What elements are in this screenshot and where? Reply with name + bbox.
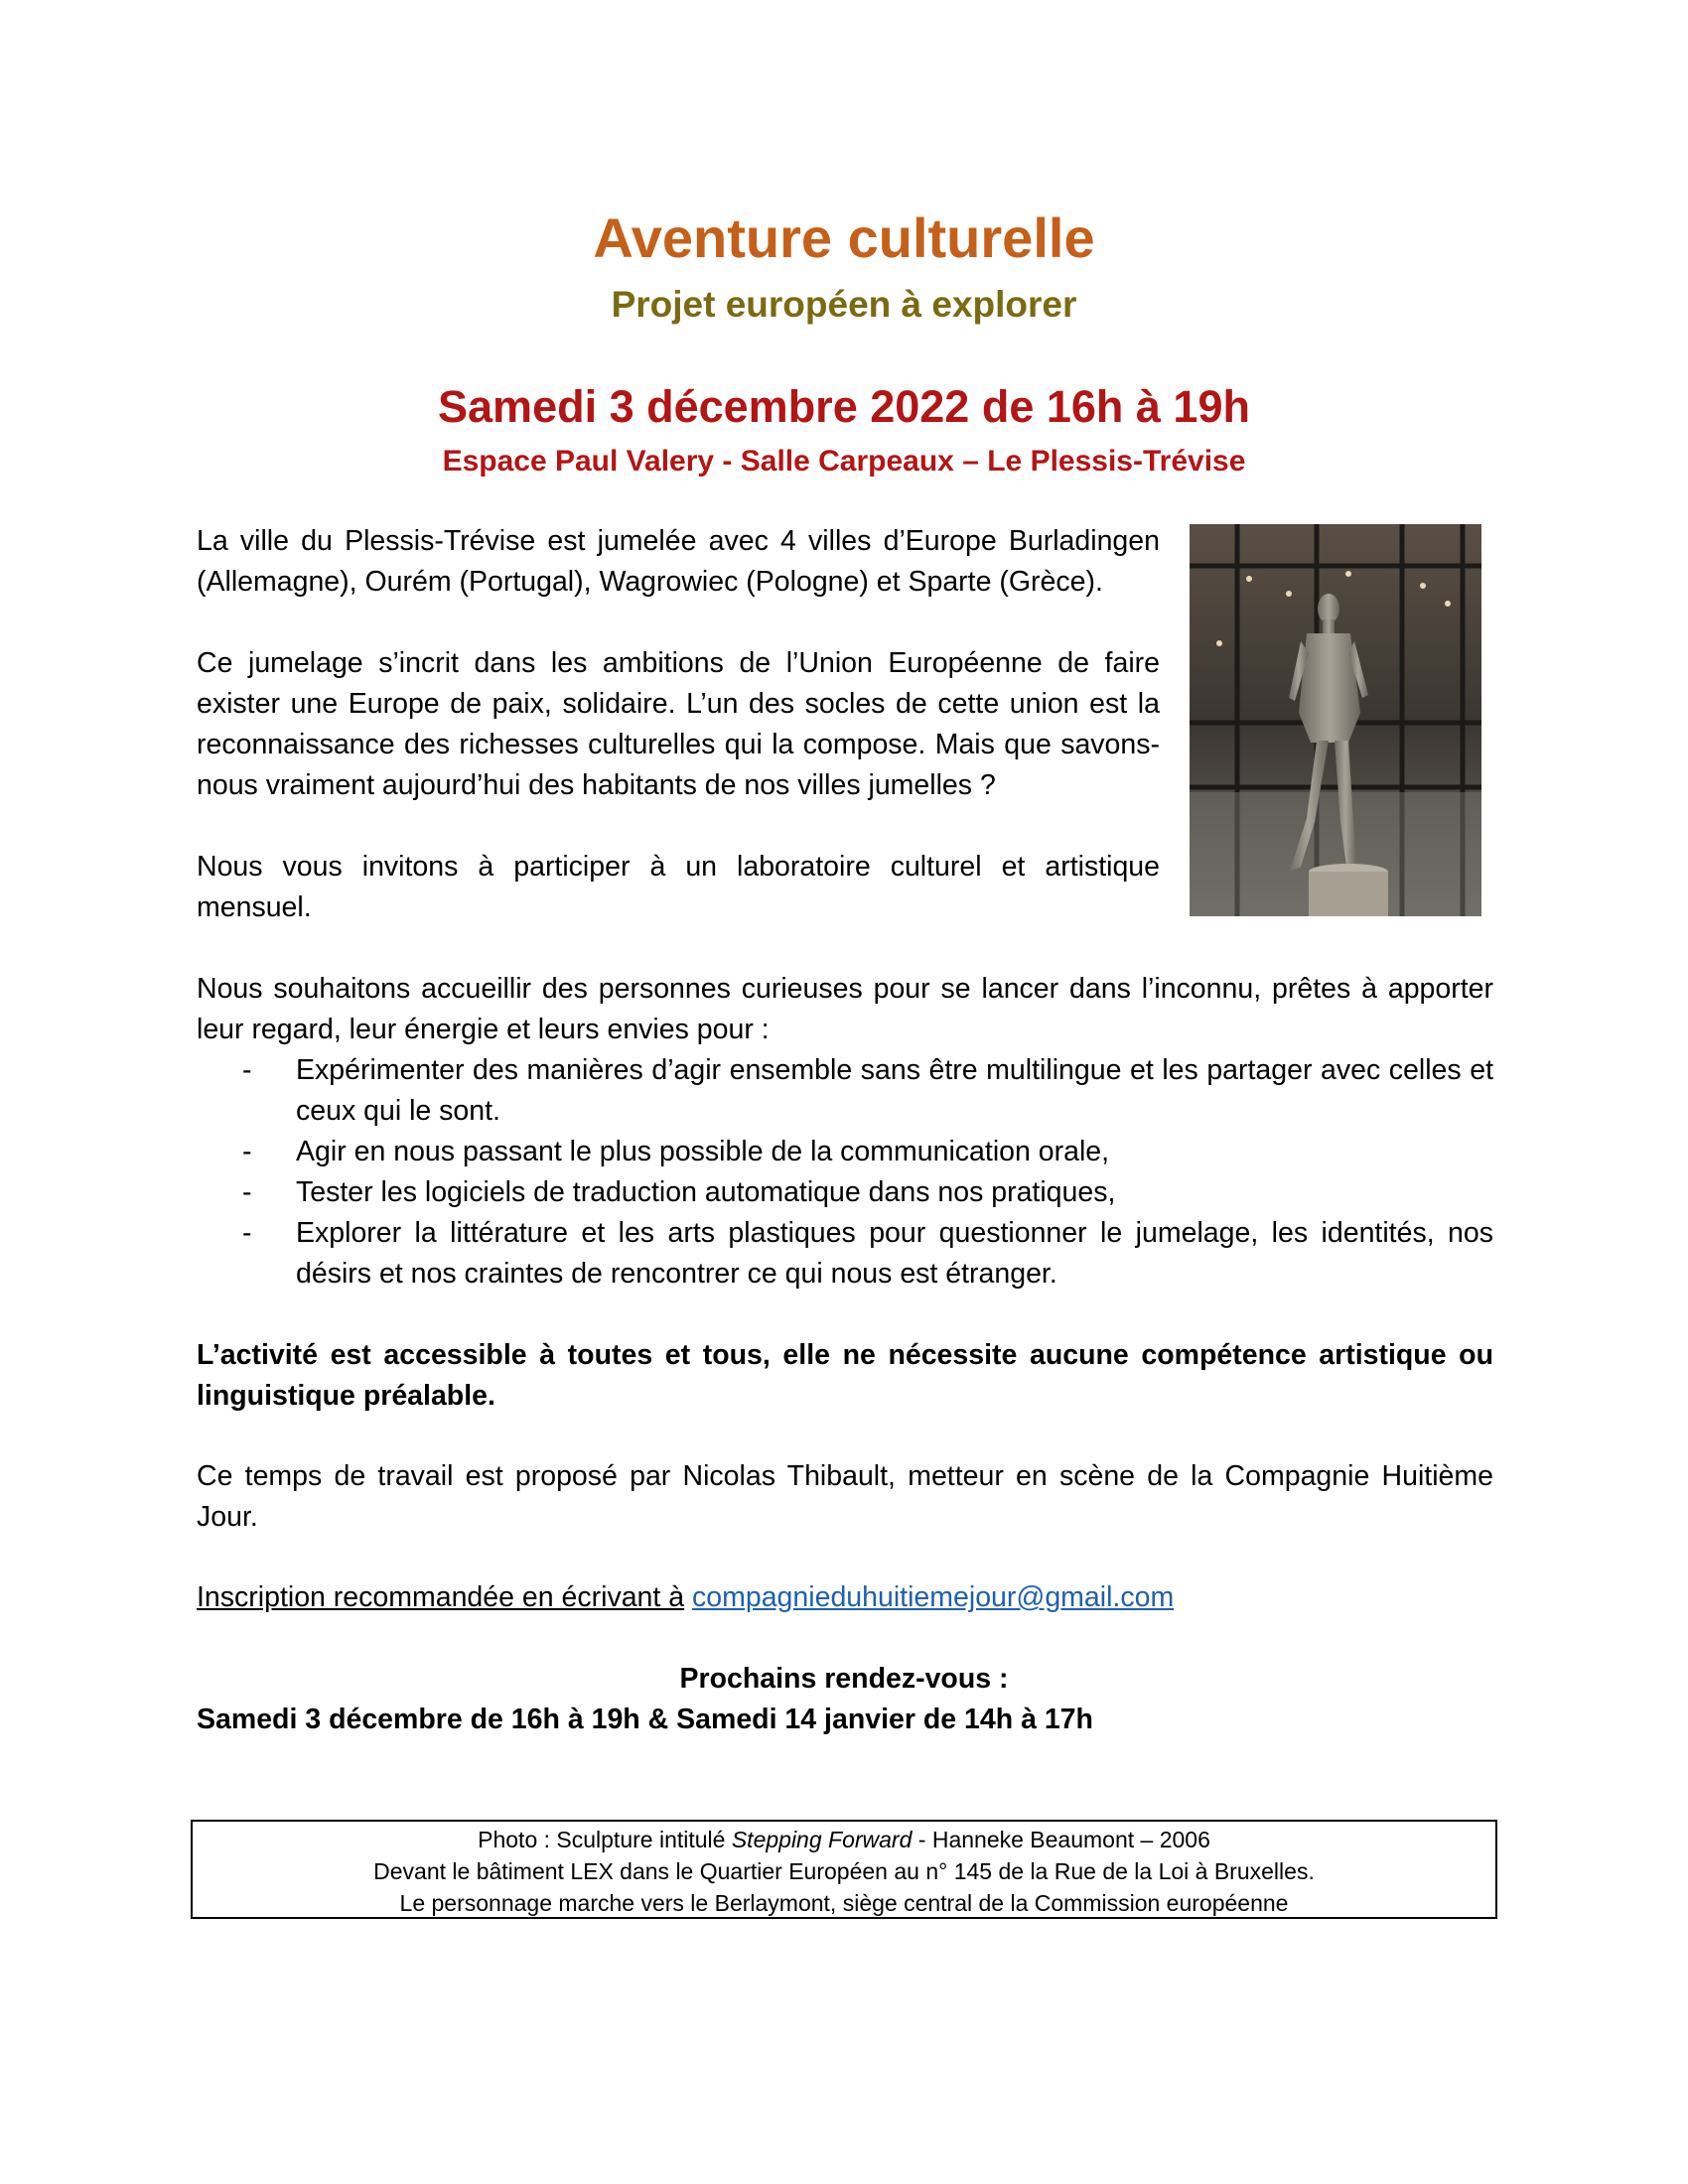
- paragraph-organizer: Ce temps de travail est proposé par Nicolas Thibault, metteur en scène de la Compagnie Huitième Jour.: [197, 1460, 1493, 1533]
- registration-line: [197, 1577, 1493, 1618]
- paragraph-goals-intro: Nous souhaitons accueillir des personnes curieuses pour se lancer dans l’inconnu, prêtes à apporter leur regard, leur énergie et leurs envies pour :: [197, 973, 1493, 1045]
- registration-email-link[interactable]: compagnieduhuitiemejour@gmail.com: [692, 1581, 1175, 1613]
- bullet-dash: -: [242, 1217, 252, 1249]
- bullet-dash: -: [242, 1054, 252, 1086]
- paragraph-twin-towns: La ville du Plessis-Trévise est jumelée avec 4 villes d’Europe Burladingen (Allemagne), Ourém (Portugal), Wagrowiec (Pologne) et Sparte (Grèce).: [197, 525, 1160, 598]
- paragraph-invitation: Nous vous invitons à participer à un laboratoire culturel et artistique mensuel.: [197, 851, 1160, 923]
- sculpture-title: Stepping Forward: [731, 1827, 913, 1852]
- paragraph-european-union: Ce jumelage s’incrit dans les ambitions de l’Union Européenne de faire exister une Europe de paix, solidaire. L’un des socles de cette union est la reconnaissance des richesses culturelles qui la compose. Mais que savons-nous vraiment aujourd’hui des habitants de nos villes jumelles ?: [197, 647, 1160, 801]
- next-meetings-heading: Prochains rendez-vous :: [679, 1663, 1009, 1695]
- list-item: - Tester les logiciels de traduction automatique dans nos pratiques,: [197, 1172, 1493, 1213]
- event-venue: Espace Paul Valery - Salle Carpeaux – Le Plessis-Trévise: [442, 445, 1246, 478]
- goals-list: [197, 1050, 1493, 1295]
- bullet-dash: -: [242, 1176, 252, 1208]
- paragraph-accessibility: L’activité est accessible à toutes et tous, elle ne nécessite aucune compétence artistique ou linguistique préalable.: [197, 1339, 1493, 1412]
- event-date: Samedi 3 décembre 2022 de 16h à 19h: [438, 381, 1250, 432]
- sculpture-photo: [1190, 524, 1481, 916]
- caption-line-2: Devant le bâtiment LEX dans le Quartier Européen au n° 145 de la Rue de la Loi à Bruxelles.: [373, 1858, 1315, 1884]
- next-meetings-dates: Samedi 3 décembre de 16h à 19h & Samedi 14 janvier de 14h à 17h: [197, 1704, 1093, 1735]
- page-title: Aventure culturelle: [593, 206, 1095, 269]
- page-subtitle: Projet européen à explorer: [611, 284, 1077, 325]
- photo-caption-box: [191, 1820, 1497, 1919]
- list-item: - Explorer la littérature et les arts plastiques pour questionner le jumelage, les identités, nos désirs et nos craintes de rencontrer ce qui nous est étranger.: [197, 1213, 1493, 1295]
- list-item: - Expérimenter des manières d’agir ensemble sans être multilingue et les partager avec celles et ceux qui le sont.: [197, 1050, 1493, 1132]
- list-item: - Agir en nous passant le plus possible de la communication orale,: [197, 1132, 1493, 1172]
- registration-text: Inscription recommandée en écrivant à: [197, 1581, 685, 1613]
- caption-line-1: Photo : Sculpture intitulé Stepping Forward - Hanneke Beaumont – 2006: [478, 1827, 1210, 1852]
- caption-line-3: Le personnage marche vers le Berlaymont, siège central de la Commission européenne: [399, 1890, 1289, 1916]
- bullet-dash: -: [242, 1136, 252, 1167]
